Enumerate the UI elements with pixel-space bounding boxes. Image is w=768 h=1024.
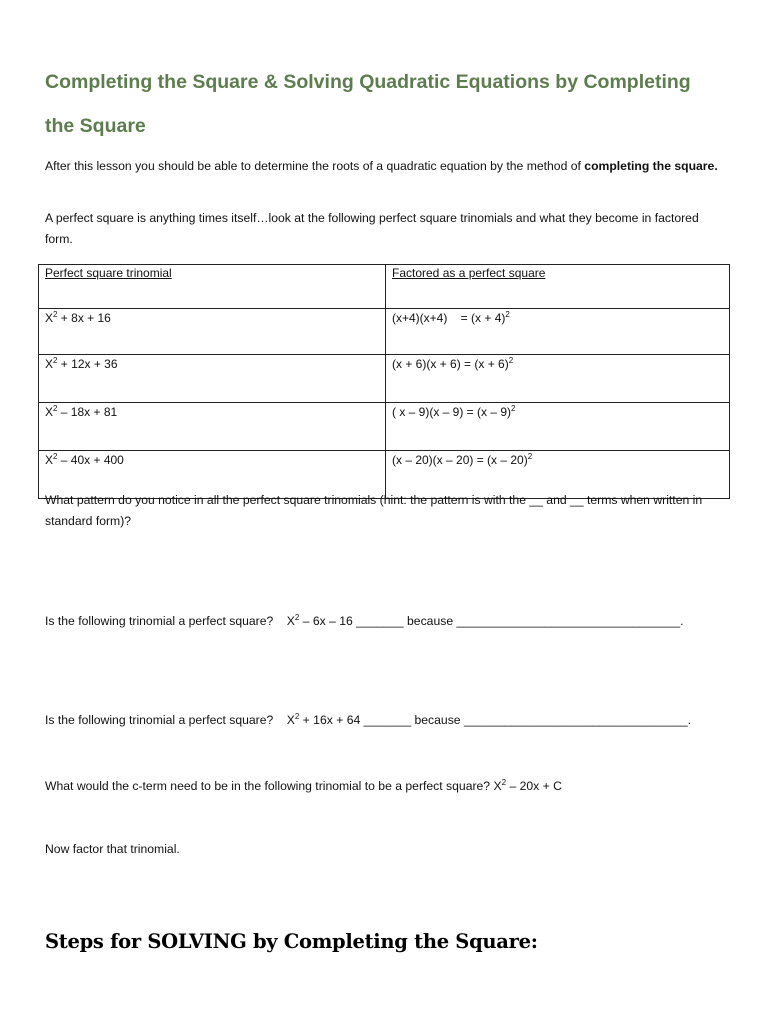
question-c-term: What would the c-term need to be in the following trinomial to be a perfect square? $X^2 - 20x + C$ — [45, 778, 562, 794]
trinomial-cell: $X^2 - 18x + 81$ — [39, 403, 386, 451]
trinomial-table — [38, 264, 730, 499]
question-perfect-square-2: Is the following trinomial a perfect square? $X^2 + 16x + 64$ _______ because _________________________________. — [45, 712, 692, 728]
table-row — [39, 403, 730, 451]
trinomial-cell: $X^2 + 12x + 36$ — [39, 355, 386, 403]
page-title: Completing the Square & Solving Quadratic Equations by Completing the Square — [45, 71, 691, 137]
intro-paragraph — [45, 156, 725, 177]
factored-cell: $(x + 6)(x + 6) = (x + 6)^2$ — [386, 355, 730, 403]
steps-heading: Steps for SOLVING by Completing the Square: — [45, 930, 538, 953]
intro-text: After this lesson you should be able to determine the roots of a quadratic equation by the method of — [45, 159, 585, 173]
table-row — [39, 355, 730, 403]
intro-bold: completing the square. — [584, 159, 718, 173]
question-factor: Now factor that trinomial. — [45, 842, 180, 856]
header-trinomial: Perfect square trinomial — [39, 265, 386, 309]
factored-cell: (x+4)(x+4) = $(x + 4)^2$ — [386, 309, 730, 355]
trinomial-cell: $X^2 + 8x + 16$ — [39, 309, 386, 355]
perfect-square-note: A perfect square is anything times itself…look at the following perfect square trinomials and what they become in factored form. — [45, 211, 699, 246]
header-factored: Factored as a perfect square — [386, 265, 730, 309]
factored-cell: ( x – 9)(x – 9) = (x – 9)$^2$ — [386, 403, 730, 451]
trinomial-cell: $X^2 - 40x + 400$ — [39, 451, 386, 499]
table-header-row — [39, 265, 730, 309]
pattern-question: What pattern do you notice in all the perfect square trinomials (hint: the pattern is with the __ and __ terms when written in standard form)? — [45, 493, 703, 528]
factored-cell: (x – 20)(x – 20) = (x – 20)$^2$ — [386, 451, 730, 499]
question-perfect-square-1: Is the following trinomial a perfect square? $X^2 - 6x - 16$ _______ because _________________________________. — [45, 613, 684, 629]
table-row — [39, 309, 730, 355]
